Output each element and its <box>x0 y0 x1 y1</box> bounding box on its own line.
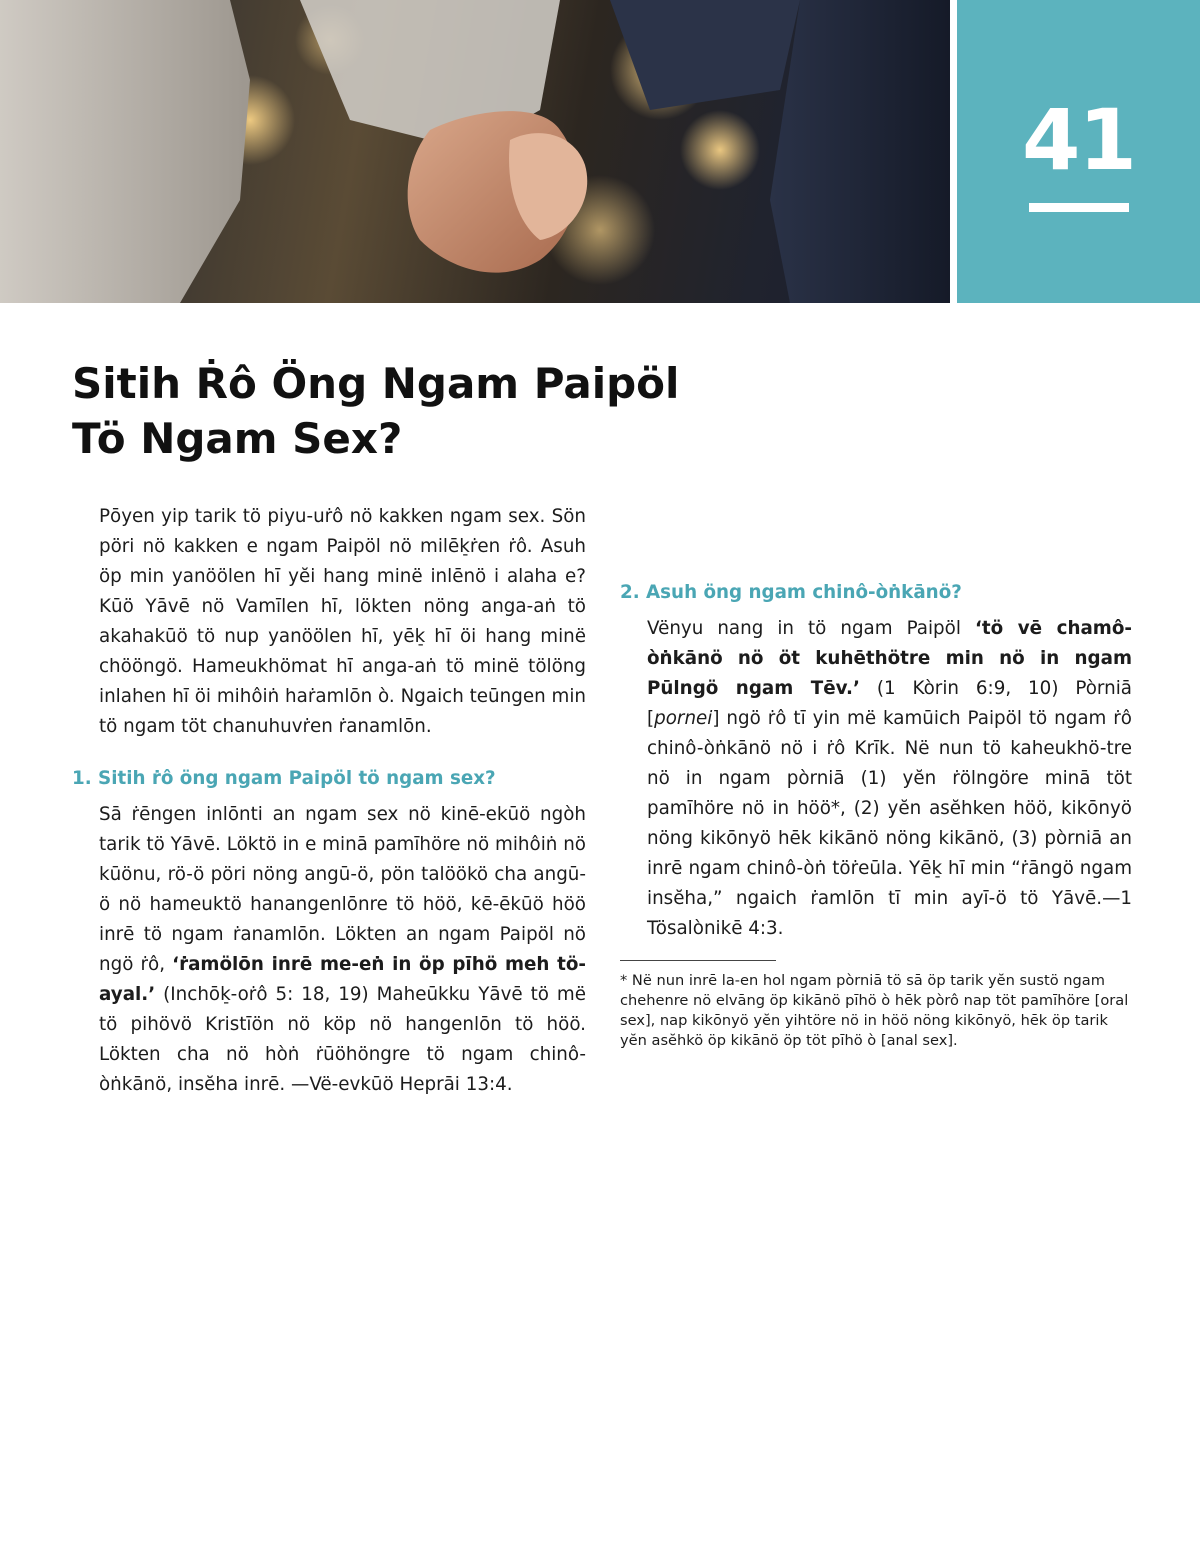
section-2-text-a: Vënyu nang in tö ngam Paipöl <box>647 618 975 639</box>
lesson-number: 41 <box>1022 91 1135 189</box>
section-1-quote: ‘ṙamölōn inrē me-eṅ in öp pīhö meh tö-ayal.’ <box>99 954 586 1005</box>
footnote-divider <box>620 960 776 961</box>
section-2-text-c: ] ngö ṙô tī yin më kamūich Paipöl tö ngam ṙô chinô-òṅkānö nö i ṙô Krīk. Në nun tö kaheukhö-tre nö in ngam pòrniā (1) yĕn ṙölngöre minā töt pamīhöre nö in höö*, (2) yĕn asĕhken höö, kikōnyö nöng kikōnyö hēk kikānö nöng kikānö, (3) pòrniā an inrē ngam chinô-òṅ töṙeūla. Yēk̠ hī min “ṙāngö ngam insĕha,” ngaich ṙamlōn tī min ayī-ö tö Yāvē.—1 Tösalònikē 4:3. <box>647 708 1132 939</box>
left-column <box>72 502 586 1100</box>
badge-underline <box>1029 203 1129 212</box>
page-title <box>72 356 832 466</box>
section-1-heading: 1. Sitih ṙô öng ngam Paipöl tö ngam sex? <box>72 768 496 789</box>
section-2-paragraph <box>620 614 1132 944</box>
section-2-heading: 2. Asuh öng ngam chinô-òṅkānö? <box>620 582 962 603</box>
title-line-1: Sitih Ṙô Öng Ngam Paipöl <box>72 359 680 408</box>
section-2-term: pornei <box>654 708 713 729</box>
footnote: * Në nun inrē la-en hol ngam pòrniā tö sā öp tarik yĕn sustö ngam chehenre nö elvāng öp kikānö pīhö ò hēk pòrô nap töt pamīhöre [oral sex], nap kikōnyö yĕn yihtöre nö in höö nöng kikōnyö, hēk öp tarik yĕn asĕhkö öp kikānö öp töt pīhö ò [anal sex]. <box>620 972 1129 1049</box>
section-1-text-b: (Inchōk̠-oṙô 5: 18, 19) Maheūkku Yāvē tö më tö pihövö Kristīön nö köp nö hangenlōn tö höö. Lökten cha nö hòṅ ṙūöhöngre tö ngam chinô-òṅkānö, insĕha inrē. —Vë-evkūö Heprāi 13:4. <box>99 984 586 1095</box>
lesson-number-badge <box>957 0 1200 303</box>
hero-photo <box>0 0 950 303</box>
section-2-text-b: (1 Kòrin 6:9, 10) Pòrniā [ <box>647 678 1132 729</box>
section-1-paragraph <box>72 800 586 1100</box>
holding-hands-illustration <box>0 0 950 303</box>
section-1-text-a: Sā ṙēngen inlōnti an ngam sex nö kinē-ekūö ngòh tarik tö Yāvē. Löktö in e minā pamīhöre nö mihôiṅ nö kūönu, rö-ö pöri nöng angū-ö, pön talöökö cha angū-ö nö hameuktö hanangenlōnre tö höö, kē-ēkūö höö inrē tö ngam ṙanamlōn. Lökten an ngam Paipöl nö ngö ṙô, <box>99 804 586 975</box>
section-2-quote: ‘tö vē chamô-òṅkānö nö öt kuhēthötre min nö in ngam Pūlngö ngam Tēv.’ <box>647 618 1133 699</box>
right-column <box>620 532 1132 1051</box>
intro-paragraph: Pōyen yip tarik tö piyu-uṙô nö kakken ngam sex. Sön pöri nö kakken e ngam Paipöl nö milēk̠ṙen ṙô. Asuh öp min yanöölen hī yĕi hang minë inlēnö i alaha e? Kūö Yāvē nö Vamīlen hī, lökten nöng anga-aṅ tö akahakūö tö nup yanöölen hī, yēk̠ hī öi hang minë chööngö. Hameukhömat hī anga-aṅ tö minë tölöng inlahen hī öi mihôiṅ haṙamlōn ò. Ngaich teūngen min tö ngam töt chanuhuvṙen ṙanamlōn. <box>99 506 586 737</box>
title-line-2: Tö Ngam Sex? <box>72 414 403 463</box>
